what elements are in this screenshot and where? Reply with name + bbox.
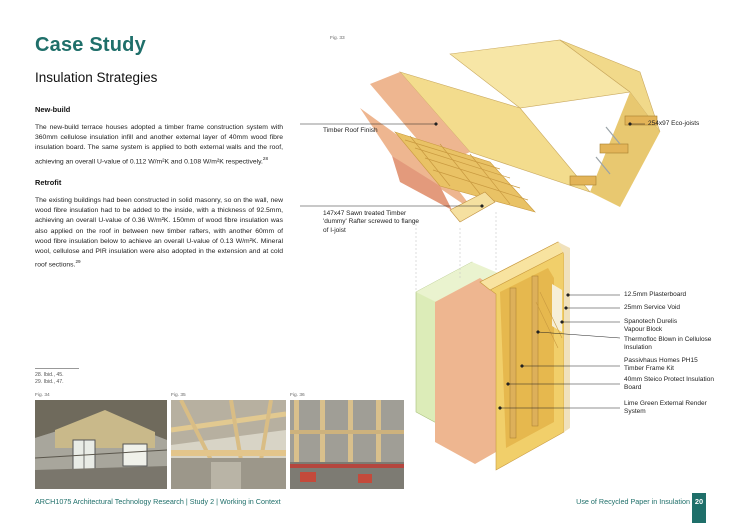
newbuild-text: The new-build terrace houses adopted a timber frame construction system with 360mm cellulose insulation infill and another external layer of 40mm wood fibre insulation board. The same system is applied to both external walls and the roof, achieving an overall U-value of 0.112 W/m²K and 0.108 W/m²K respectively.	[35, 124, 283, 165]
callout-cellulose: Thermofloc Blown in Cellulose Insulation	[624, 336, 712, 352]
footnote-28: 28. Ibid., 45.	[35, 372, 64, 378]
footnotes	[35, 368, 79, 387]
page-title: Case Study	[35, 34, 146, 56]
wall-assembly	[416, 242, 570, 470]
callout-render: Lime Green External Render System	[624, 400, 707, 416]
retrofit-footnote-ref: 29	[75, 259, 81, 265]
retrofit-text: The existing buildings had been constructed in solid masonry, so on the wall, new wood fibre insulation had to be added to the inside, with a thickness of 92.5mm, achieving an overall U-value of 0.36 W/m²K. 150mm of wood fibre insulation was also applied on the roof in between new timber rafters, with another 60mm of wood fibre insulation below to achieve an overall U-value of 0.13 W/m²K. Mineral wool, cellulose and PIR insulation were also adopted in the extension and at cold roof sections.	[35, 197, 283, 269]
photo-attic-interior	[35, 400, 167, 489]
retrofit-paragraph	[35, 196, 283, 271]
fig-35-label: Fig. 35	[171, 393, 186, 398]
retrofit-heading: Retrofit	[35, 178, 62, 187]
callout-timber-roof-finish: Timber Roof Finish	[323, 127, 378, 134]
photo-roof-timbers	[171, 400, 286, 489]
newbuild-footnote-ref: 28	[262, 155, 269, 161]
callout-steico: 40mm Steico Protect Insulation Board	[624, 376, 714, 392]
roof-assembly	[360, 40, 660, 222]
page-subtitle: Insulation Strategies	[35, 70, 158, 85]
fig-36-label: Fig. 36	[290, 393, 305, 398]
newbuild-heading: New-build	[35, 105, 71, 114]
fig-33-label: Fig. 33	[330, 36, 345, 41]
callout-vapour-block: Spanotech Durelis Vapour Block	[624, 318, 678, 334]
footer-topic: Use of Recycled Paper in Insulation	[576, 497, 690, 506]
callout-plasterboard: 12.5mm Plasterboard	[624, 291, 687, 298]
page-number: 20	[692, 493, 706, 523]
footnote-29: 29. Ibid., 47.	[35, 379, 64, 386]
construction-diagram	[300, 32, 720, 497]
newbuild-paragraph	[35, 123, 283, 167]
callout-service-void: 25mm Service Void	[624, 304, 680, 311]
callout-eco-joists: 254x97 Eco-joists	[648, 120, 700, 127]
callout-timber-frame: Passivhaus Homes PH15 Timber Frame Kit	[624, 357, 698, 373]
footer-course: ARCH1075 Architectural Technology Research | Study 2 | Working in Context	[35, 497, 281, 506]
callout-dummy-rafter: 147x47 Sawn treated Timber 'dummy' Rafter screwed to flange of I-joist	[323, 210, 420, 234]
fig-34-label: Fig. 34	[35, 393, 50, 398]
